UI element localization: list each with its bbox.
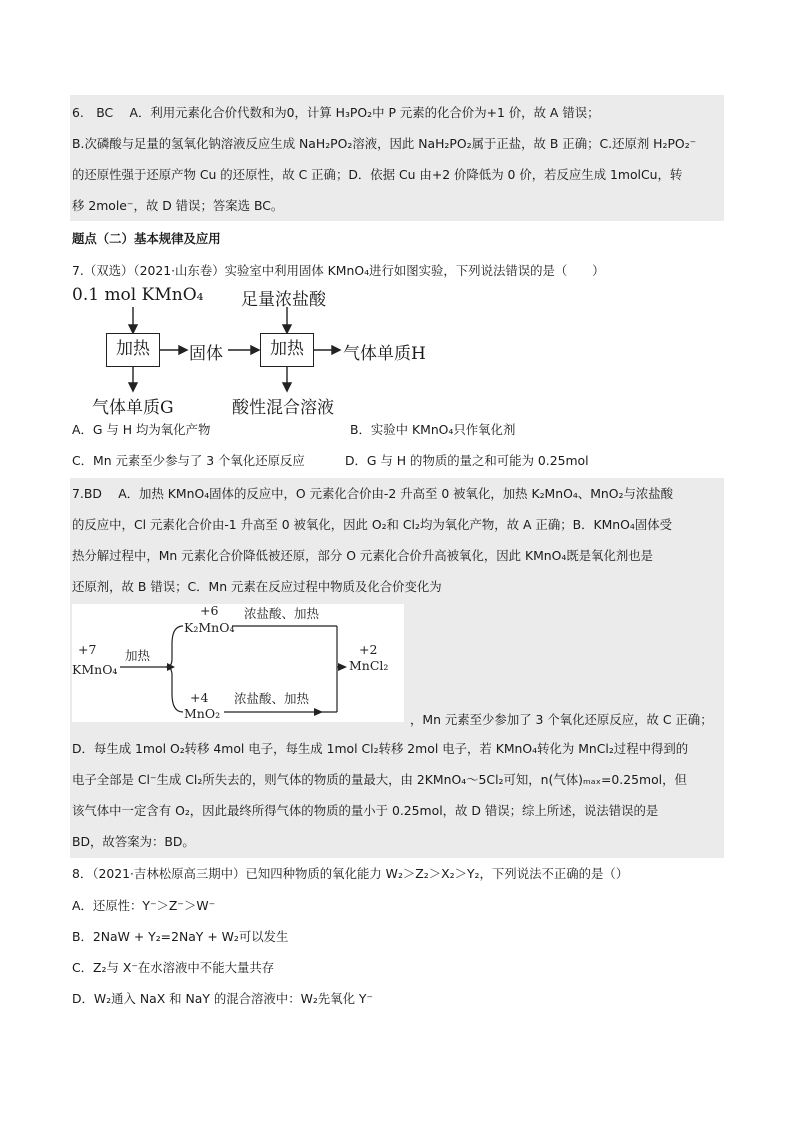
q7-mixture-label: 酸性混合溶液 xyxy=(232,398,334,418)
q7-option-a: A．G 与 H 均为氧化产物 xyxy=(72,422,211,437)
q8-option-c: C．Z₂与 X⁻在水溶液中不能大量共存 xyxy=(72,960,275,975)
mno2-arrowhead xyxy=(314,708,323,716)
solution-7-line-1: 7.BD A．加热 KMnO₄固体的反应中，O 元素化合价由-2 升高至 0 被氧化，加热 K₂MnO₄、MnO₂与浓盐酸 xyxy=(72,486,674,501)
section-title: 题点（二）基本规律及应用 xyxy=(72,231,221,246)
solution-6-line-2: B.次磷酸与足量的氢氧化钠溶液反应生成 NaH₂PO₂溶液，因此 NaH₂PO₂属于正盐，故 B 正确；C.还原剂 H₂PO₂⁻ xyxy=(72,136,697,151)
kmno4-valence: +7 xyxy=(78,642,97,657)
arrowhead-gas-h xyxy=(332,346,340,354)
q7-gas-g-label: 气体单质G xyxy=(92,398,174,418)
mno2-valence: +4 xyxy=(190,690,209,705)
mncl2-valence: +2 xyxy=(359,642,378,657)
solution-7-line-3: 热分解过程中，Mn 元素化合价降低被还原，部分 O 元素化合价升高被氧化，因此 KMnO₄既是氧化剂也是 xyxy=(72,548,654,563)
k2mno4-valence: +6 xyxy=(200,604,219,618)
mn-valence-diagram-svg xyxy=(72,604,404,722)
q7-option-d: D．G 与 H 的物质的量之和可能为 0.25mol xyxy=(345,453,589,468)
k2mno4-formula: K₂MnO₄ xyxy=(184,620,235,635)
solution-6-line-4: 移 2mole⁻，故 D 错误；答案选 BC。 xyxy=(72,198,284,213)
arrowhead-gas-g xyxy=(129,383,137,391)
kmno4-formula: KMnO₄ xyxy=(72,662,118,677)
q7-gas-h-label: 气体单质H xyxy=(343,344,426,364)
mncl2-formula: MnCl₂ xyxy=(349,658,389,673)
solution-7-line-7: 电子全部是 Cl⁻生成 Cl₂所失去的，则气体的物质的量最大，由 2KMnO₄～5Cl₂可知，n(气体)ₘₐₓ=0.25mol，但 xyxy=(72,772,687,787)
solution-7-line-6: D．每生成 1mol O₂转移 4mol 电子，每生成 1mol Cl₂转移 2mol 电子，若 KMnO₄转化为 MnCl₂过程中得到的 xyxy=(72,741,689,756)
q7-reactant-label: 0.1 mol KMnO₄ xyxy=(72,285,204,305)
solution-7-line-8: 该气体中一定含有 O₂，因此最终所得气体的物质的量小于 0.25mol，故 D 错误；综上所述，说法错误的是 xyxy=(72,803,659,818)
cond-top: 浓盐酸、加热 xyxy=(244,606,320,621)
arrowhead-acid xyxy=(283,325,291,333)
arrowhead-mixture xyxy=(283,383,291,391)
q8-option-b: B．2NaW + Y₂=2NaY + W₂可以发生 xyxy=(72,929,289,944)
q7-option-b: B．实验中 KMnO₄只作氧化剂 xyxy=(350,422,516,437)
arrowhead-solid xyxy=(179,346,187,354)
q7-heat1-box: 加热 xyxy=(106,333,160,367)
solution-7-line-2: 的反应中，Cl 元素化合价由-1 升高至 0 被氧化，因此 O₂和 Cl₂均为氧化产物，故 A 正确；B．KMnO₄固体受 xyxy=(72,517,673,532)
mncl2-arrowhead xyxy=(338,663,347,671)
heat-label: 加热 xyxy=(125,648,151,663)
q7-heat2-box: 加热 xyxy=(260,333,314,367)
mno2-formula: MnO₂ xyxy=(184,706,221,721)
mn-valence-diagram xyxy=(72,604,404,722)
question-8-stem: 8．（2021·吉林松原高三期中）已知四种物质的氧化能力 W₂＞Z₂＞X₂＞Y₂，下列说法不正确的是（） xyxy=(72,866,629,881)
q8-option-a: A．还原性：Y⁻＞Z⁻＞W⁻ xyxy=(72,898,216,913)
q7-option-c: C．Mn 元素至少参与了 3 个氧化还原反应 xyxy=(72,453,305,468)
solution-6-line-1: 6. BC A．利用元素化合价代数和为0，计算 H₃PO₂中 P 元素的化合价为+1 价，故 A 错误； xyxy=(72,105,600,120)
solution-7-line-5: ，Mn 元素至少参加了 3 个氧化还原反应，故 C 正确； xyxy=(410,712,713,727)
solution-7-line-9: BD，故答案为：BD。 xyxy=(72,834,195,849)
q8-option-d: D．W₂通入 NaX 和 NaY 的混合溶液中：W₂先氧化 Y⁻ xyxy=(72,991,374,1006)
cond-bottom: 浓盐酸、加热 xyxy=(234,691,310,706)
question-7-stem: 7.（双选）（2021·山东卷）实验室中利用固体 KMnO₄进行如图实验，下列说法错误的是（ ） xyxy=(72,263,605,278)
q7-solid-label: 固体 xyxy=(189,344,223,364)
solution-7-line-4: 还原剂，故 B 错误；C．Mn 元素在反应过程中物质及化合价变化为 xyxy=(72,579,442,594)
solution-6-line-3: 的还原性强于还原产物 Cu 的还原性，故 C 正确；D．依据 Cu 由+2 价降低为 0 价，若反应生成 1molCu，转 xyxy=(72,167,683,182)
arrowhead-heat2 xyxy=(251,346,259,354)
arrowhead-reactant xyxy=(129,325,137,333)
q7-acid-label: 足量浓盐酸 xyxy=(241,290,326,310)
